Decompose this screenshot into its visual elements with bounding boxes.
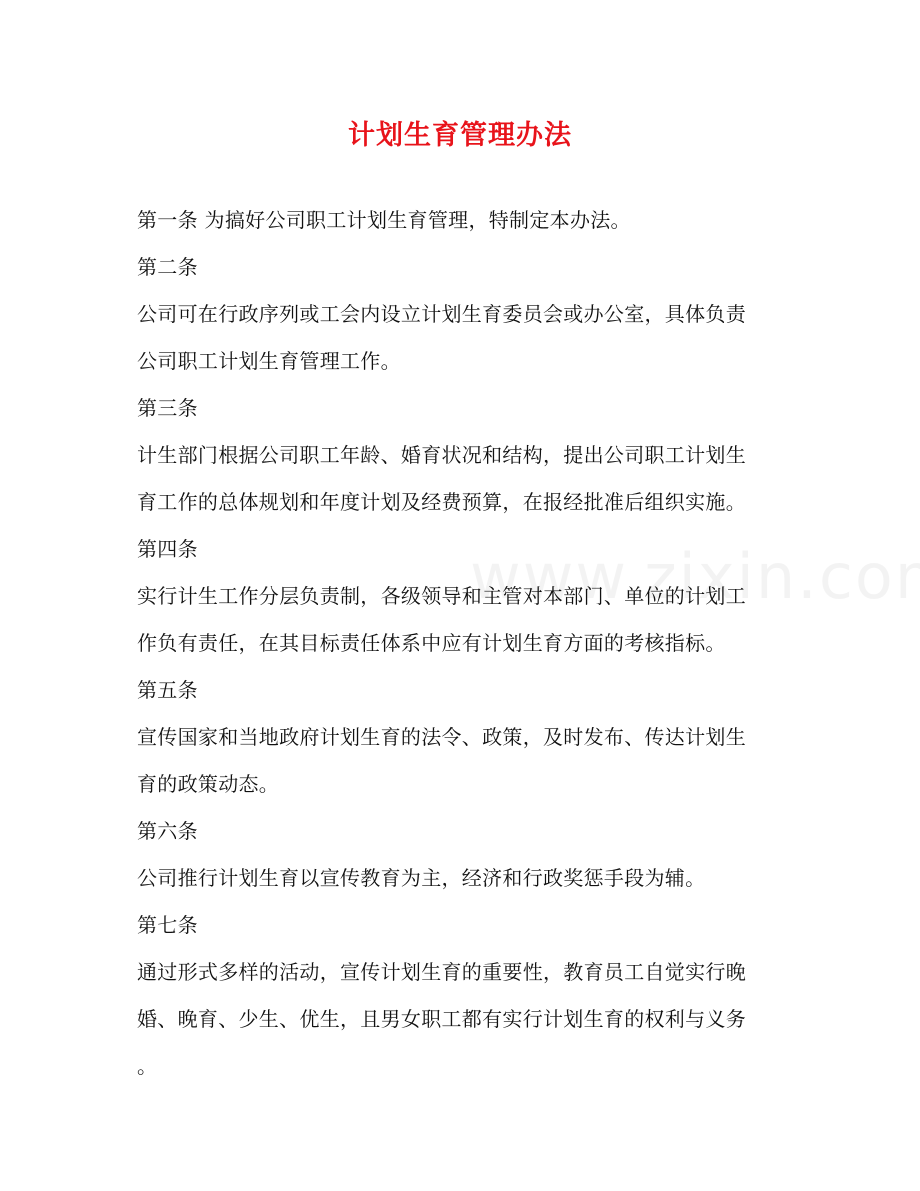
article-1-line: 第一条 为搞好公司职工计划生育管理，特制定本办法。 bbox=[137, 208, 631, 232]
article-4-heading: 第四条 bbox=[137, 537, 198, 561]
article-2-heading: 第二条 bbox=[137, 255, 198, 279]
article-7-heading: 第七条 bbox=[137, 913, 198, 937]
article-5-line-1: 宣传国家和当地政府计划生育的法令、政策，及时发布、传达计划生 bbox=[137, 725, 746, 749]
article-3-line-2: 育工作的总体规划和年度计划及经费预算，在报经批准后组织实施。 bbox=[137, 490, 746, 514]
article-6-heading: 第六条 bbox=[137, 819, 198, 843]
article-5-line-2: 育的政策动态。 bbox=[137, 772, 280, 796]
article-4-line-2: 作负有责任，在其目标责任体系中应有计划生育方面的考核指标。 bbox=[137, 631, 726, 655]
article-7-line-1: 通过形式多样的活动，宣传计划生育的重要性，教育员工自觉实行晚 bbox=[137, 960, 746, 984]
article-7-line-3: 。 bbox=[137, 1054, 158, 1078]
article-2-line-1: 公司可在行政序列或工会内设立计划生育委员会或办公室，具体负责 bbox=[137, 302, 746, 326]
article-3-line-1: 计生部门根据公司职工年龄、婚育状况和结构，提出公司职工计划生 bbox=[137, 443, 746, 467]
article-5-heading: 第五条 bbox=[137, 678, 198, 702]
document-body bbox=[137, 197, 777, 1090]
article-6-line-1: 公司推行计划生育以宣传教育为主，经济和行政奖惩手段为辅。 bbox=[137, 866, 706, 890]
document-title: 计划生育管理办法 bbox=[348, 120, 572, 151]
article-4-line-1: 实行计生工作分层负责制，各级领导和主管对本部门、单位的计划工 bbox=[137, 584, 746, 608]
article-3-heading: 第三条 bbox=[137, 396, 198, 420]
article-2-line-2: 公司职工计划生育管理工作。 bbox=[137, 349, 401, 373]
article-7-line-2: 婚、晚育、少生、优生，且男女职工都有实行计划生育的权利与义务 bbox=[137, 1007, 746, 1031]
